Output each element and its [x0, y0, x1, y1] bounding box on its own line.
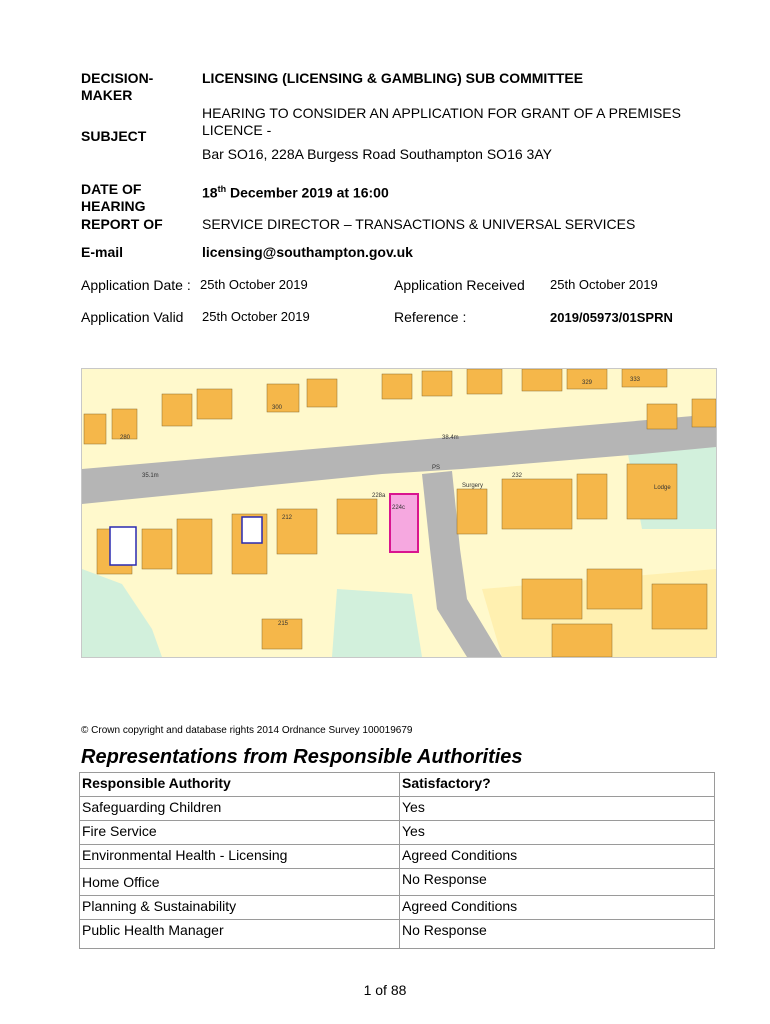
copyright-notice: © Crown copyright and database rights 2014 Ordnance Survey 100019679: [81, 725, 413, 736]
green-space: [332, 589, 422, 657]
subject-value: HEARING TO CONSIDER AN APPLICATION FOR GRANT OF A PREMISES LICENCE -: [202, 105, 681, 138]
authority-cell: Safeguarding Children: [80, 797, 400, 821]
authority-cell: Planning & Sustainability: [80, 896, 400, 920]
table-row: [80, 821, 715, 845]
table-row: [80, 797, 715, 821]
map-label: PS: [432, 465, 441, 471]
authority-cell: Fire Service: [80, 821, 400, 845]
map-label: 38.4m: [442, 435, 459, 441]
application-received-label: Application Received: [394, 277, 525, 293]
authority-cell: Environmental Health - Licensing: [80, 845, 400, 869]
map-label: 224c: [392, 505, 406, 511]
reference-value: 2019/05973/01SPRN: [550, 310, 673, 325]
report-of-value: SERVICE DIRECTOR – TRANSACTIONS & UNIVERSAL SERVICES: [202, 216, 636, 232]
decision-maker-value: LICENSING (LICENSING & GAMBLING) SUB COMMITTEE: [202, 70, 584, 86]
authority-cell: Home Office: [80, 869, 400, 896]
map-label: 329: [582, 380, 593, 386]
decision-maker-label: DECISION-MAKER: [81, 70, 154, 103]
application-valid-value: 25th October 2019: [202, 309, 310, 324]
site-location-map: [81, 368, 717, 658]
authority-cell: Public Health Manager: [80, 920, 400, 949]
date-of-hearing-label: DATE OF HEARING: [81, 181, 146, 214]
reference-label: Reference :: [394, 309, 467, 325]
application-received-value: 25th October 2019: [550, 277, 658, 292]
map-label: 228a: [372, 493, 386, 499]
table-row: [80, 845, 715, 869]
email-label: E-mail: [81, 244, 124, 260]
report-of-label: REPORT OF: [81, 216, 163, 232]
status-cell: No Response: [400, 869, 715, 896]
column-header: Satisfactory?: [400, 773, 715, 797]
map-label: 232: [512, 473, 523, 479]
application-date-value: 25th October 2019: [200, 277, 308, 292]
status-cell: No Response: [400, 920, 715, 949]
page-number: 1 of 88: [363, 982, 407, 998]
map-label: 300: [272, 405, 283, 411]
section-title: Representations from Responsible Authorities: [81, 746, 523, 768]
subject-label: SUBJECT: [81, 128, 147, 144]
representations-table: [79, 772, 715, 949]
building-outline: [110, 527, 136, 565]
column-header: Responsible Authority: [80, 773, 400, 797]
status-cell: Yes: [400, 797, 715, 821]
building-outline: [242, 517, 262, 543]
table-row: [80, 920, 715, 949]
application-site: [390, 494, 418, 552]
table-row: [80, 869, 715, 896]
status-cell: Yes: [400, 821, 715, 845]
map-label: 215: [278, 621, 289, 627]
application-valid-label: Application Valid: [81, 309, 184, 325]
map-label: 35.1m: [142, 473, 159, 479]
status-cell: Agreed Conditions: [400, 896, 715, 920]
map-label: 212: [282, 515, 293, 521]
table-row: [80, 896, 715, 920]
map-label: Lodge: [654, 485, 671, 491]
hearing-date-value: 18th December 2019 at 16:00: [202, 184, 389, 201]
subject-premises: Bar SO16, 228A Burgess Road Southampton SO16 3AY: [202, 146, 552, 162]
application-date-label: Application Date :: [81, 277, 191, 293]
map-label: 333: [630, 377, 641, 383]
email-value: licensing@southampton.gov.uk: [202, 244, 413, 260]
map-label: Surgery: [462, 483, 484, 489]
status-cell: Agreed Conditions: [400, 845, 715, 869]
map-label: 280: [120, 435, 131, 441]
table-header-row: [80, 773, 715, 797]
